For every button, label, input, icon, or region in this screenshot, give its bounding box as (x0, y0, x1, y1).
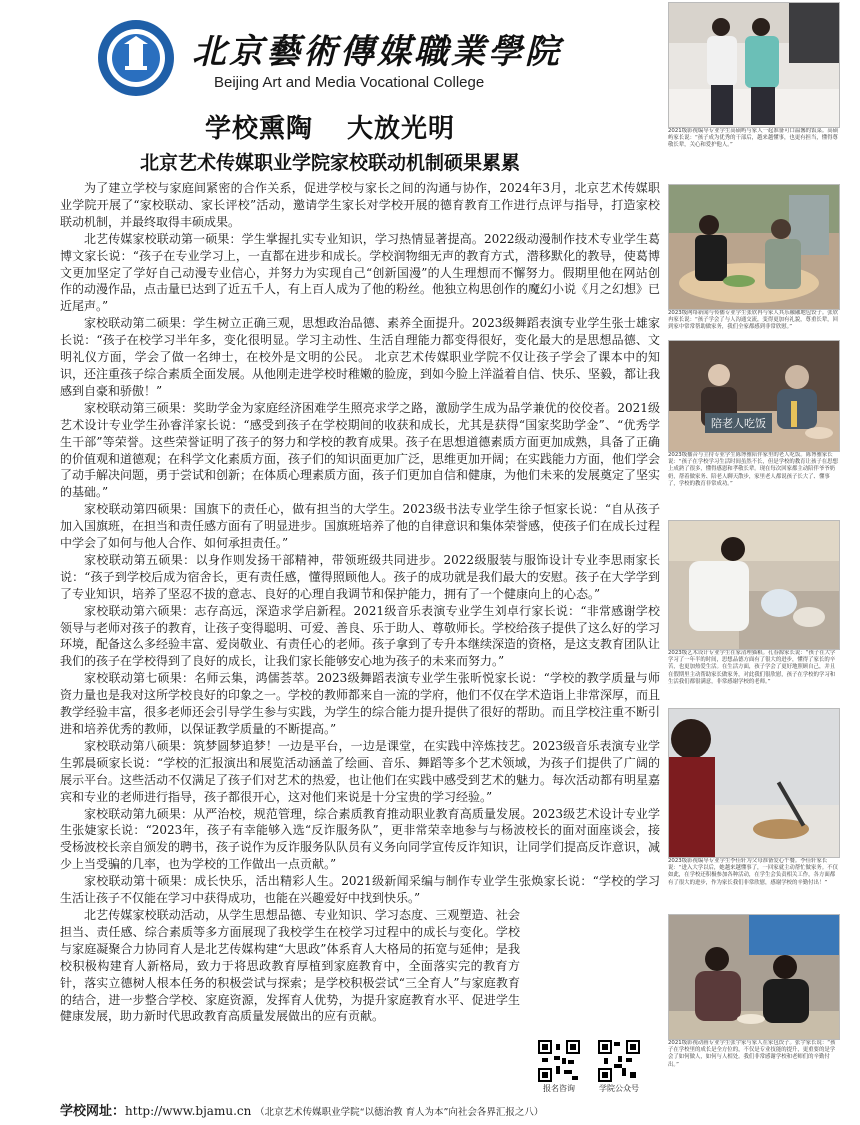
paragraph-result-3: 家校联动第三硕果：奖助学金为家庭经济困难学生照亮求学之路，激励学生成为品学兼优的佼佼者。2021级艺术设计专业学生孙睿洋家长说：“感受到孩子在学校期间的收获和成长，尤其是获得“国家奖助学金”、“优秀学生干部”等荣誉。这些荣誉证明了孩子的努力和学校的教育成果。孩子在思想道德素质方面更加成熟，具备了正确的价值观和道德观；在科学文化素质方面，孩子们的知识面更加广泛，思维更加开阔；在实践能力方面，他们学会了动手解决问题，勇于尝试和创新；在体质心理素质方面，孩子们更加自信和健康，为他们未来的发展奠定了坚实的基础。” (60, 400, 660, 500)
college-name-cn: 北京藝術傳媒職業學院 (192, 32, 562, 72)
paragraph-intro: 为了建立学校与家庭间紧密的合作关系，促进学校与家长之间的沟通与协作，2024年3月，北京艺术传媒职业学院开展了“家校联动、家长评校”活动，邀请学生家长对学校开展的德育教育工作进行点评与指导，打造家校联动机制，并最终取得丰硕成果。 (60, 181, 660, 229)
college-name-en: Beijing Art and Media Vocational College (214, 74, 485, 91)
footer (60, 1100, 543, 1119)
qr-code-icon[interactable] (538, 1040, 580, 1082)
qr-area (532, 1040, 660, 1096)
paragraph-result-7: 家校联动第七硕果：名师云集，鸿儒荟萃。2023级舞蹈表演专业学生张昕悦家长说：“学校的教学质量与师资力量也是我对这所学校良好的印象之一。学校的教师都来自一流的学府，他们不仅在学术造诣上非常深厚，而且教学经验丰富，很多老师还会引导学生参与实践，为学生的综合能力提升提供了很好的帮助。而且学校注重不断引进和培养优秀的教师，以保证教学质量的不断提高。” (60, 671, 660, 736)
website-label: 学校网址： (60, 1104, 126, 1119)
photo-icon (668, 2, 840, 128)
qr-code-icon[interactable] (598, 1040, 640, 1082)
article-body (60, 180, 660, 1060)
paragraph-result-10: 家校联动第十硕果：成长快乐，活出精彩人生。2021级新闻采编与制作专业学生张焕家长说：“学校的学习生活让孩子不仅能在学习中获得成功，也能在兴趣爱好中找到快乐。” (60, 874, 660, 906)
paragraph-result-8: 家校联动第八硕果：筑梦圆梦追梦！一边是平台，一边是课堂，在实践中淬炼技艺。2023级音乐表演专业学生郭晨硕家长说：“学校的汇报演出和展览活动涵盖了绘画、音乐、舞蹈等多个艺术领域，为孩子们提供了广阔的展示平台。这些活动不仅满足了孩子们对艺术的热爱，也让他们在实践中感受到艺术的魅力。每次活动都有明星嘉宾和专业的老师进行指导，孩子都很开心，这对他们来说是十分宝贵的学习经验。” (60, 738, 660, 804)
article-subtitle: 北京艺术传媒职业学院家校联动机制硕果累累 (139, 152, 520, 174)
photo-overlay-label: 陪老人吃饭 (705, 413, 772, 433)
headline-part-1: 学校熏陶 (204, 114, 313, 144)
qr-label-official-account: 学院公众号 (599, 1084, 639, 1093)
paragraph-result-5: 家校联动第五硕果：以身作则发扬干部精神，带领班级共同进步。2022级服装与服饰设计专业李思雨家长说：“孩子到学校后成为宿舍长，更有责任感，懂得照顾他人。孩子的成功就是我们最大的安慰。孩子在大学学到了专业知识，培养了坚忍不拔的意志、良好的心理自我调节和保护能力，拥有了一个健康向上的心态。” (60, 552, 660, 601)
headline-part-2: 大放光明 (347, 114, 456, 144)
paragraph-result-1: 北艺传媒家校联动第一硕果：学生掌握扎实专业知识，学习热情显著提高。2022级动漫制作技术专业学生葛博文家长说：“孩子在专业学习上，一直都在进步和成长。学校润物细无声的教育方式，潜移默化的教导，使葛博文更加坚定了学好自己动漫专业信心，并努力为实现自己“创新国漫”的人生理想而不懈努力。假期里他在网站创作的动漫作品，点击量已达到了近五千人，有上百人成为了他的粉丝。他独立构思创作的魔幻小说《月之幻想》已近尾声。” (60, 231, 660, 314)
photo-caption: 2023级播音与主持专业学生陈博雅陪伴家里的老人吃饭。陈博雅家长说：“孩子在学校学习生活时间虽然不长，但是学校的教育让孩子在思想上成熟了很多，懂得感恩和孝敬长辈。现在每次回家都主动陪伴爷爷奶奶，帮着做家务、陪老人聊天散步，家里老人都说孩子长大了、懂事了，学校的教育非常成功。” (668, 452, 838, 487)
photo-caption: 2023级艺术设计专业学生在家清理猫粮。孔春源家长说：“孩子在大学学习了一年半的时间，思想品德方面有了很大的进步，懂得了家长的辛苦，也更加热爱生活。在生活方面，孩子学会了更好地照顾自己，并且在假期里主动帮助家长做家务，对此我们很欣慰，孩子在学校的学习和生活我们都很满意，非常感谢学校的老师。” (668, 650, 836, 685)
paragraph-result-4: 家校联动第四硕果：国旗下的责任心，做有担当的大学生。2023级书法专业学生徐子恒家长说：“自从孩子加入国旗班，在担当和责任感方面有了明显进步。国旗班培养了他的自律意识和集体荣誉感，使孩子们在成长过程中学会了如何与他人合作、如何承担责任。” (60, 502, 660, 551)
photo-icon (668, 914, 840, 1040)
photo-icon (668, 708, 840, 858)
footer-note: （北京艺术传媒职业学院“以德治教 育人为本”向社会各界汇报之八） (255, 1107, 544, 1118)
photo-caption: 2023级网络新闻与传播专业学生张欣冉与家人其乐融融地包饺子。张欣冉家长说：“孩子学会了与人沟通交流，变得更加有礼貌，尊重长辈，回到家中常常帮助做家务，我们全家都感到非常欣慰。” (668, 310, 839, 331)
paragraph-result-9: 家校联动第九硕果：从严治校，规范管理，综合素质教育推动职业教育高质量发展。2023级艺术设计专业学生张婕家长说：“2023年，孩子有幸能够入选“反诈服务队”，更非常荣幸地参与与杨波校长的面对面座谈会，接受杨波校长亲自颁发的聘书，孩子说作为反诈服务队队员有义务向同学宣传反诈知识，让同学们提高反诈意识，减少上当受骗的几率，也为学校的工作做出一点贡献。” (60, 806, 660, 872)
paragraph-result-6: 家校联动第六硕果：志存高远，深造求学启新程。2021级音乐表演专业学生刘卓行家长说：“非常感谢学校领导与老师对孩子的教育，让孩子变得聪明、可爱、善良、乐于助人、尊敬师长。学校给孩子提供了这么好的学习环境，配备这么多经验丰富、爱岗敬业、有责任心的老师。孩子拿到了专升本继续深造的资格，是这支教育团队让我们的孩子在学校得到了良好的成长，让我们家长能够安心地为孩子的未来而努力。” (60, 603, 660, 669)
website-link[interactable]: http://www.bjamu.cn (125, 1104, 252, 1118)
photo-icon (668, 340, 840, 452)
photo-sidebar (668, 0, 842, 1125)
qr-label-enrollment: 报名咨询 (543, 1084, 575, 1093)
paragraph-result-2: 家校联动第二硕果：学生树立正确三观，思想政治品德、素养全面提升。2023级舞蹈表演专业学生张士雄家长说：“孩子在校学习半年多，变化很明显。学习主动性、生活自理能力都变得很好，变化最大的是思想品德、文明礼仪方面，学会了做一名绅士，在校外是文明的公民。 北京艺术传媒职业学院不仅让孩子学会了课本中的知识，还注重孩子综合素质全面发展。从他刚走进学校时稚嫩的脸庞，到如今脸上洋溢着自信、快乐、坚毅，都让我感到自豪和骄傲！” (60, 316, 660, 398)
photo-icon (668, 184, 840, 310)
photo-caption: 2023级影视编导专业学生李佳轩为父母准备爱心午餐。李佳轩家长说：“进入大学以后，她越来越懂事了，一回家就主动帮忙做家务。不仅如此，在学校还积极参加各种活动，在学生会负责相关工作，各方面都有了很大的进步，作为家长我们非常欣慰，感谢学校的辛勤付出！” (668, 858, 838, 886)
college-emblem-icon (96, 18, 176, 98)
photo-caption: 2021级影视动画专业学生张宇家与家人在家包饺子。张宇家长说：“孩子在学校里的成长是全方位的，不仅是专业技能的提升，更重要的是学会了如何做人，如何与人相处。我们非常感谢学校和老师们的辛勤付出。” (668, 1040, 836, 1068)
headline (0, 108, 660, 145)
paragraph-conclusion: 北艺传媒家校联动活动，从学生思想品德、专业知识、学习态度、三观塑造、社会担当、责任感、综合素质等多方面展现了我校学生在校学习过程中的成长与变化。学校与家庭凝聚合力协同育人是北艺传媒构建“大思政”体系育人大格局的拓宽与延伸；是我校积极构建育人新格局，致力于将思政教育厚植到家庭教育中，全面落实完的教育方针，落实立德树人根本任务的积极尝试与探索；是学校积极尝试“三全育人”与家庭教育的结合，进一步整合学校、家庭资源，发挥育人优势，为提升家庭教育水平、促进学生健康发展，助力新时代思政教育高质量发展做出的应有贡献。 (60, 907, 520, 1024)
photo-icon (668, 520, 840, 650)
photo-caption: 2021级影视编导专业学生高硕屿与家人一起准备可口温馨的饭菜。高硕屿家长说：“孩子成为优秀的干部后，越来越懂事，也更有担当，懂得尊敬长辈，关心和爱护他人。” (668, 128, 839, 149)
